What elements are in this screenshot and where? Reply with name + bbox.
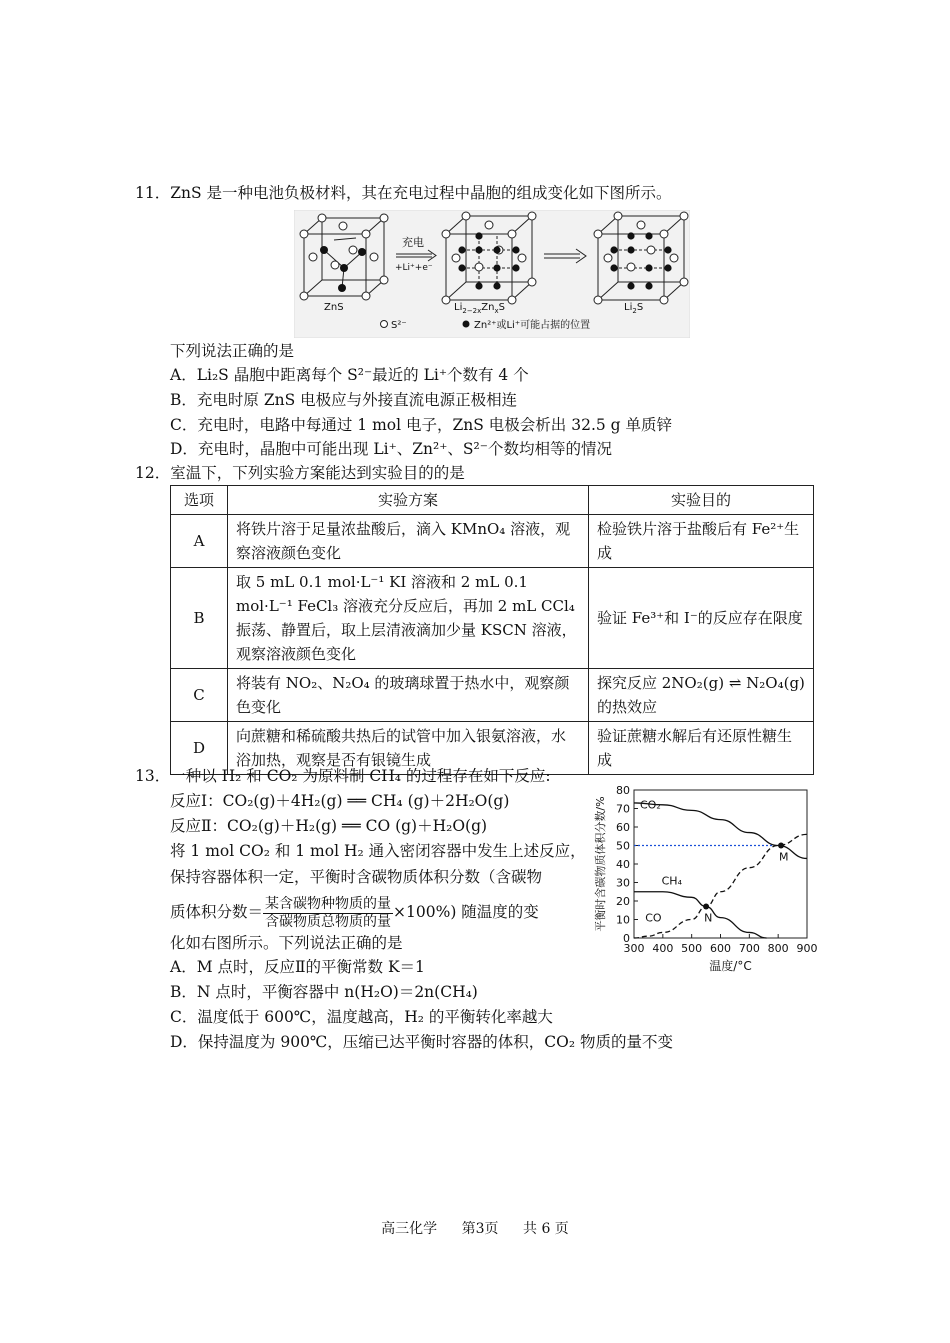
x-tick-label: 500	[681, 942, 703, 955]
q11-crystal-figure	[294, 210, 690, 338]
header-plan: 实验方案	[228, 486, 589, 515]
footer-subject: 高三化学	[381, 1221, 438, 1237]
x-tick-label: 800	[767, 942, 789, 955]
table-row	[171, 568, 814, 669]
series-label-CO₂: CO₂	[640, 798, 661, 812]
q11-option-b[interactable]: B．充电时原 ZnS 电极应与外接直流电源正极相连	[170, 391, 518, 409]
svg-text:Li2−2xZnxS: $Li_{2-2x}Zn_xS$	[454, 302, 505, 315]
mid-label-s: S	[498, 302, 505, 313]
point-label-M: M	[779, 850, 789, 864]
zns-label: ZnS	[324, 302, 344, 313]
page-footer	[0, 1218, 950, 1238]
q13-body-4: 化如右图所示。下列说法正确的是	[170, 934, 403, 952]
point-M	[778, 843, 784, 849]
q13-body-2: 保持容器体积一定，平衡时含碳物质体积分数（含碳物	[170, 868, 543, 886]
header-option: 选项	[171, 486, 228, 515]
x-tick-label: 600	[710, 942, 731, 955]
x-tick-label: 300	[623, 942, 645, 955]
point-N	[703, 904, 709, 910]
header-goal: 实验目的	[589, 486, 814, 515]
legend-site: Zn²⁺或Li⁺可能占据的位置	[474, 320, 591, 331]
arrow-top-label: 充电	[402, 236, 424, 249]
q11-option-d[interactable]: D．充电时，晶胞中可能出现 Li⁺、Zn²⁺、S²⁻个数均相等的情况	[170, 440, 612, 458]
experiment-table	[170, 485, 814, 775]
y-tick-label: 50	[616, 839, 630, 853]
row-c-option: C	[171, 669, 228, 722]
svg-text:Li2S: $Li_2S$	[624, 302, 644, 315]
y-tick-label: 40	[616, 858, 630, 871]
q11-prompt: 下列说法正确的是	[170, 342, 295, 360]
li2s-label-li: Li	[624, 302, 633, 313]
y-tick-label: 80	[616, 784, 630, 797]
row-b-option: B	[171, 568, 228, 669]
carbon-fraction	[263, 896, 393, 931]
row-a-plan: 将铁片溶于足量浓盐酸后，滴入 KMnO₄ 溶液，观察溶液颜色变化	[228, 515, 589, 568]
table-row	[171, 515, 814, 568]
row-b-goal: 验证 Fe³⁺和 I⁻的反应存在限度	[589, 568, 814, 669]
q13-body-3	[170, 892, 539, 932]
point-label-N: N	[704, 911, 713, 925]
row-d-goal: 验证蔗糖水解后有还原性糖生成	[589, 722, 814, 775]
y-tick-label: 20	[616, 895, 630, 908]
q11-option-a[interactable]: A．Li₂S 晶胞中距离每个 S²⁻最近的 Li⁺个数有 4 个	[170, 366, 529, 384]
fraction-numerator: 某含碳物种物质的量	[265, 895, 392, 912]
q13-option-b[interactable]: B．N 点时，平衡容器中 n(H₂O)＝2n(CH₄)	[170, 983, 478, 1001]
mid-label-li: Li	[454, 302, 463, 313]
series-label-CH₄: CH₄	[661, 874, 682, 888]
footer-total: 共 6 页	[523, 1221, 569, 1237]
reaction-2: 反应Ⅱ：CO₂(g)＋H₂(g) ══ CO (g)＋H₂O(g)	[170, 817, 488, 835]
q12-stem: 12．室温下，下列实验方案能达到实验目的的是	[135, 464, 465, 482]
temperature-chart	[592, 780, 822, 980]
formula-prefix: 质体积分数＝	[170, 903, 264, 921]
row-b-plan: 取 5 mL 0.1 mol·L⁻¹ KI 溶液和 2 mL 0.1 mol·L⁻¹ FeCl₃ 溶液充分反应后，再加 2 mL CCl₄ 振荡、静置后，取上层清液滴加少量 KSCN 溶液，观察溶液颜色变化	[228, 568, 589, 669]
footer-page: 第3页	[461, 1221, 499, 1237]
q13-option-a[interactable]: A．M 点时，反应Ⅱ的平衡常数 K＝1	[170, 958, 425, 976]
formula-suffix: ×100%) 随温度的变	[393, 903, 539, 921]
row-a-goal: 检验铁片溶于盐酸后有 Fe²⁺生成	[589, 515, 814, 568]
x-tick-label: 400	[652, 942, 674, 955]
q13-stem: 13．一种以 H₂ 和 CO₂ 为原料制 CH₄ 的过程存在如下反应:	[135, 767, 551, 785]
reaction-1: 反应Ⅰ：CO₂(g)＋4H₂(g) ══ CH₄ (g)＋2H₂O(g)	[170, 792, 510, 810]
row-d-plan: 向蔗糖和稀硫酸共热后的试管中加入银氨溶液，水浴加热，观察是否有银镜生成	[228, 722, 589, 775]
y-tick-label: 70	[616, 802, 630, 816]
li2s-label-s: S	[636, 302, 644, 313]
y-tick-label: 0	[623, 932, 630, 945]
fraction-denominator: 含碳物质总物质的量	[265, 913, 392, 930]
q13-body-1: 将 1 mol CO₂ 和 1 mol H₂ 通入密闭容器中发生上述反应，	[170, 842, 586, 860]
row-a-option: A	[171, 515, 228, 568]
y-tick-label: 60	[616, 821, 630, 834]
arrow-bottom-label: +Li⁺+e⁻	[395, 263, 433, 273]
x-axis-label: 温度/°C	[709, 959, 752, 973]
x-tick-label: 700	[738, 942, 760, 955]
q13-option-c[interactable]: C．温度低于 600℃，温度越高，H₂ 的平衡转化率越大	[170, 1008, 553, 1026]
table-header-row	[171, 486, 814, 515]
row-d-option: D	[171, 722, 228, 775]
legend-s: S²⁻	[391, 320, 407, 331]
q13-option-d[interactable]: D．保持温度为 900℃，压缩已达平衡时容器的体积，CO₂ 物质的量不变	[170, 1033, 673, 1051]
row-c-plan: 将装有 NO₂、N₂O₄ 的玻璃球置于热水中，观察颜色变化	[228, 669, 589, 722]
row-c-goal: 探究反应 2NO₂(g) ⇌ N₂O₄(g)的热效应	[589, 669, 814, 722]
x-tick-label: 900	[796, 942, 818, 955]
y-tick-label: 30	[616, 876, 630, 890]
mid-label-zn: Zn	[481, 302, 495, 313]
y-axis-label: 平衡时含碳物质体积分数/%	[594, 796, 607, 932]
q11-option-c[interactable]: C．充电时，电路中每通过 1 mol 电子，ZnS 电极会析出 32.5 g 单质锌	[170, 416, 673, 434]
q11-stem: 11．ZnS 是一种电池负极材料，其在充电过程中晶胞的组成变化如下图所示。	[135, 184, 672, 202]
y-tick-label: 10	[616, 913, 630, 927]
series-label-CO: CO	[645, 911, 662, 925]
table-row	[171, 669, 814, 722]
